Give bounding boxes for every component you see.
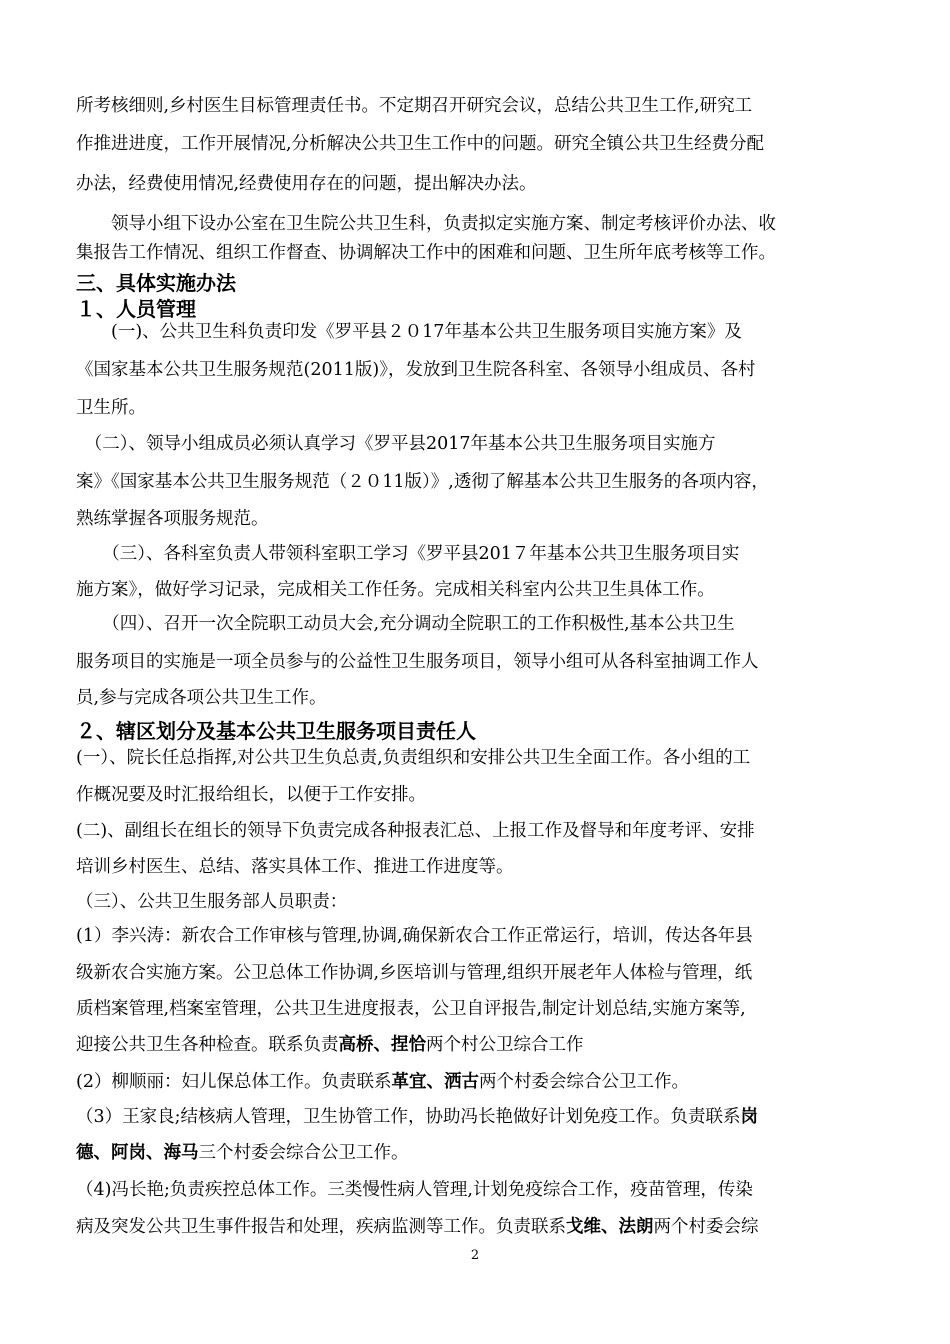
- body-text-line: 领导小组下设办公室在卫生院公共卫生科，负责拟定实施方案、制定考核评价办法、收: [76, 214, 776, 234]
- body-text-line: (一)、公共卫生科负责印发《罗平县２０17年基本公共卫生服务项目实施方案》及: [76, 322, 742, 342]
- body-text-line: 质档案管理,档案室管理，公共卫生进度报表，公卫自评报告,制定计划总结,实施方案等,: [76, 999, 746, 1019]
- body-text-line: 案》《国家基本公共卫生服务规范（２０11版）》,透彻了解基本公共卫生服务的各项内容，: [76, 472, 769, 492]
- village-names: 革宜、洒古: [391, 1072, 479, 1092]
- body-text-line: （四）、召开一次全院职工动员大会,充分调动全院职工的工作积极性,基本公共卫生: [76, 614, 735, 634]
- body-text-line: [76, 1215, 876, 1239]
- body-text-line: （三）、公共卫生服务部人员职责：: [76, 892, 348, 912]
- body-text: 病及突发公共卫生事件报告和处理，疾病监测等工作。负责联系: [76, 1217, 566, 1237]
- body-text-line: (一）、院长任总指挥,对公共卫生负总责,负责组织和安排公共卫生全面工作。各小组的工: [76, 748, 751, 768]
- body-text-line: 作概况要及时汇报给组长，以便于工作安排。: [76, 785, 426, 805]
- body-text-line: [76, 1070, 876, 1094]
- body-text-line: （二）、领导小组成员必须认真学习《罗平县2017年基本公共卫生服务项目实施方: [76, 434, 716, 454]
- body-text: （3）王家良;结核病人管理，卫生协管工作，协助冯长艳做好计划免疫工作。负责联系: [76, 1107, 741, 1127]
- body-text: 迎接公共卫生各种检查。联系负责: [76, 1035, 339, 1055]
- body-text-line: 员,参与完成各项公共卫生工作。: [76, 688, 327, 708]
- body-text-line: 级新农合实施方案。公卫总体工作协调,乡医培训与管理,组织开展老年人体检与管理，纸: [76, 963, 753, 983]
- body-text-line: [76, 1141, 876, 1165]
- body-text: 两个村委会综合公卫工作。: [478, 1072, 689, 1092]
- body-text: (2）柳顺丽：妇儿保总体工作。负责联系: [76, 1072, 392, 1092]
- body-text: 两个村公卫综合工作: [426, 1035, 584, 1055]
- body-text-line: (1）李兴涛：新农合工作审核与管理,协调,确保新农合工作正常运行，培训，传达各年县: [76, 926, 753, 946]
- village-names: 戈维、法朗: [566, 1217, 654, 1237]
- body-text-line: [76, 1105, 876, 1129]
- body-text-line: 熟练掌握各项服务规范。: [76, 509, 269, 529]
- body-text-line: 所考核细则,乡村医生目标管理责任书。不定期召开研究会议，总结公共卫生工作,研究工: [76, 96, 753, 116]
- body-text: 两个村委会综: [653, 1217, 759, 1237]
- village-names: 岗: [740, 1107, 759, 1127]
- body-text-line: [76, 1033, 876, 1057]
- village-names: 德、阿岗、海马: [76, 1143, 199, 1163]
- subsection-heading: ２、辖区划分及基本公共卫生服务项目责任人: [76, 719, 476, 743]
- body-text-line: 服务项目的实施是一项全员参与的公益性卫生服务项目，领导小组可从各科室抽调工作人: [76, 652, 759, 672]
- subsection-heading: １、人员管理: [76, 297, 196, 321]
- page-number: 2: [470, 1248, 480, 1263]
- body-text-line: 作推进进度，工作开展情况,分析解决公共卫生工作中的问题。研究全镇公共卫生经费分配: [76, 134, 765, 154]
- body-text-line: （三）、各科室负责人带领科室职工学习《罗平县201７年基本公共卫生服务项目实: [76, 544, 740, 564]
- body-text-line: 培训乡村医生、总结、落实具体工作、推进工作进度等。: [76, 857, 514, 877]
- body-text-line: （4)冯长艳;负责疾控总体工作。三类慢性病人管理,计划免疫综合工作，疫苗管理，传染: [76, 1180, 753, 1200]
- body-text: 三个村委会综合公卫工作。: [198, 1143, 409, 1163]
- body-text-line: 施方案》，做好学习记录，完成相关工作任务。完成相关科室内公共卫生具体工作。: [76, 580, 715, 600]
- body-text-line: (二)、副组长在组长的领导下负责完成各种报表汇总、上报工作及督导和年度考评、安排: [76, 821, 755, 841]
- body-text-line: 卫生所。: [76, 398, 146, 418]
- body-text-line: 《国家基本公共卫生服务规范(2011版)》，发放到卫生院各科室、各领导小组成员、各村: [76, 360, 756, 380]
- body-text-line: 集报告工作情况、组织工作督查、协调解决工作中的困难和问题、卫生所年底考核等工作。: [76, 243, 776, 263]
- section-heading: 三、具体实施办法: [76, 271, 236, 295]
- body-text-line: 办法，经费使用情况,经费使用存在的问题，提出解决办法。: [76, 174, 537, 194]
- village-names: 高桥、捏恰: [338, 1035, 426, 1055]
